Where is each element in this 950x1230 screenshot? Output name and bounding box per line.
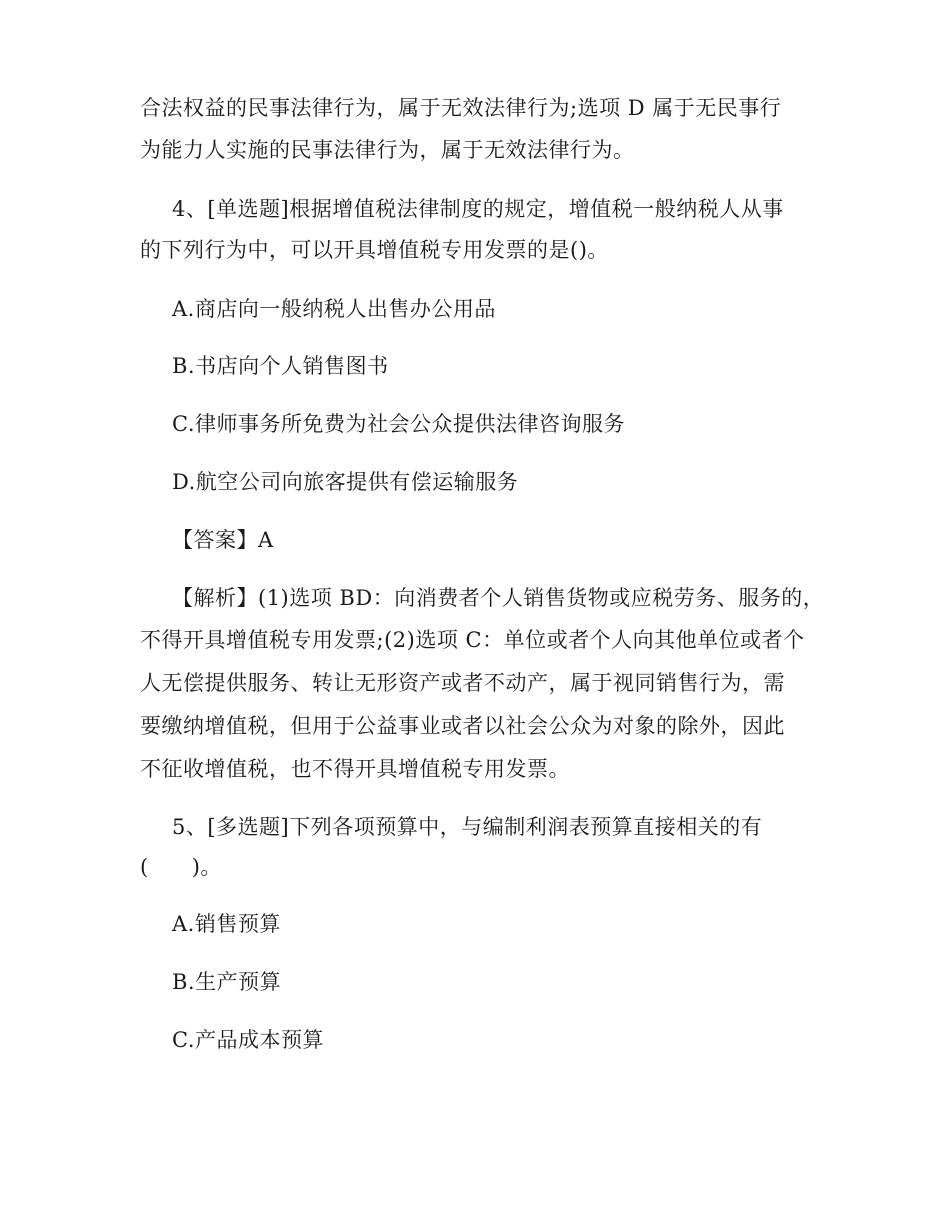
intro-line-1: 合法权益的民事法律行为，属于无效法律行为;选项 D 属于无民事行 — [140, 96, 782, 120]
q4-stem-line-2: 的下列行为中，可以开具增值税专用发票的是()。 — [140, 238, 609, 262]
q4-stem-line-1: 4、[单选题]根据增值税法律制度的规定，增值税一般纳税人从事 — [172, 197, 784, 221]
q4-analysis-line-3: 人无偿提供服务、转让无形资产或者不动产，属于视同销售行为，需 — [140, 671, 785, 695]
q4-option-c: C.律师事务所免费为社会公众提供法律咨询服务 — [172, 412, 625, 436]
q5-option-b: B.生产预算 — [172, 970, 282, 994]
q4-analysis-line-4: 要缴纳增值税，但用于公益事业或者以社会公众为对象的除外，因此 — [140, 714, 785, 738]
intro-line-2: 为能力人实施的民事法律行为，属于无效法律行为。 — [140, 138, 635, 162]
q5-stem-line-1: 5、[多选题]下列各项预算中，与编制利润表预算直接相关的有 — [172, 815, 763, 839]
q4-answer: 【答案】A — [172, 528, 274, 552]
q4-analysis-line-5: 不征收增值税，也不得开具增值税专用发票。 — [140, 757, 570, 781]
q5-stem-line-2: ( )。 — [140, 855, 222, 879]
q4-option-d: D.航空公司向旅客提供有偿运输服务 — [172, 470, 519, 494]
q5-option-c: C.产品成本预算 — [172, 1028, 324, 1052]
q4-analysis-line-2: 不得开具增值税专用发票;(2)选项 C：单位或者个人向其他单位或者个 — [140, 628, 805, 652]
q4-analysis-line-1: 【解析】(1)选项 BD：向消费者个人销售货物或应税劳务、服务的， — [172, 586, 825, 610]
q5-option-a: A.销售预算 — [172, 912, 281, 936]
q4-option-a: A.商店向一般纳税人出售办公用品 — [172, 297, 496, 321]
q4-option-b: B.书店向个人销售图书 — [172, 354, 389, 378]
